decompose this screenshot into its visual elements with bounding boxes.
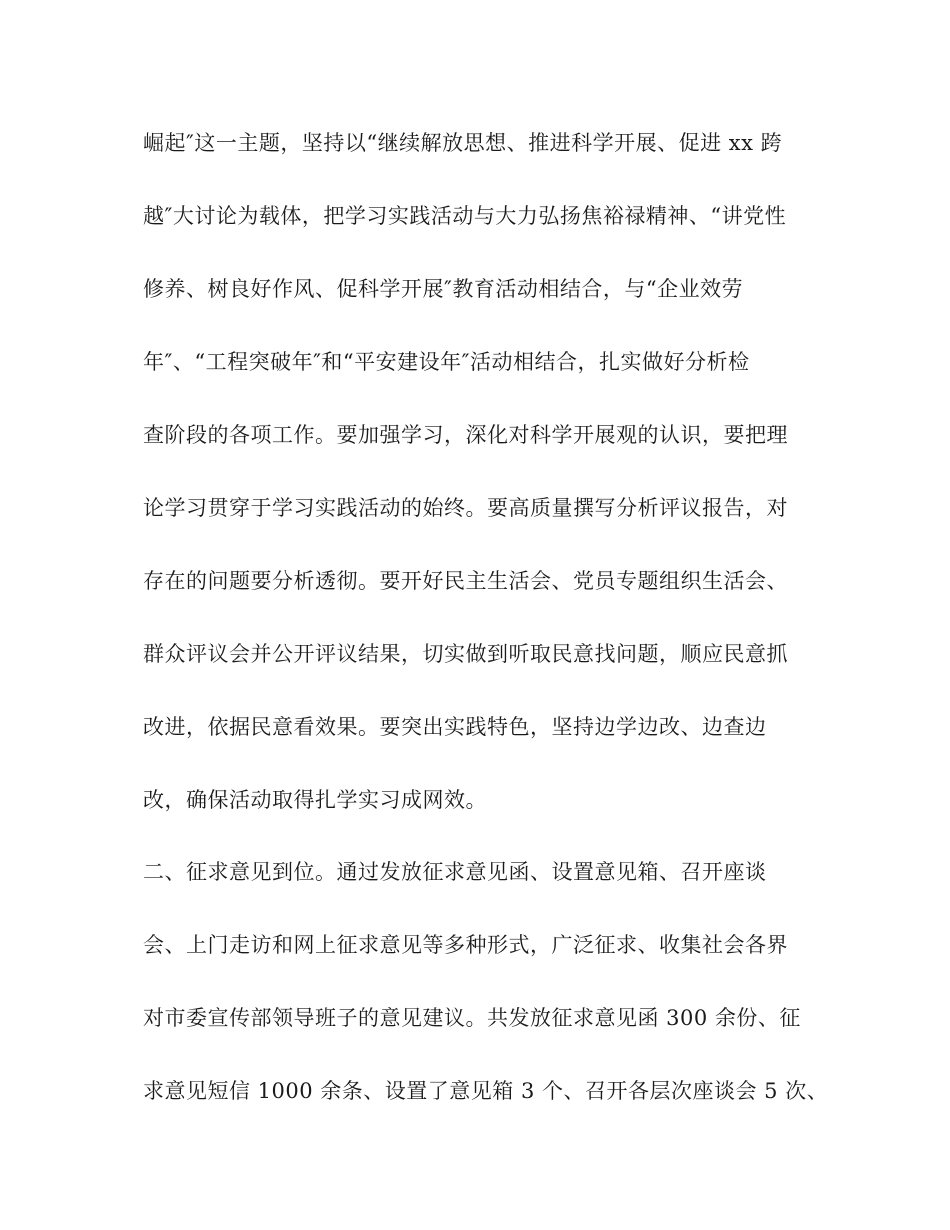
text-line: 改，确保活动取得扎学实习成网效。 — [143, 788, 487, 812]
text-line: 群众评议会并公开评议结果，切实做到听取民意找问题，顺应民意抓 — [143, 642, 788, 666]
text-line: 存在的问题要分析透彻。要开好民主生活会、党员专题组织生活会、 — [143, 569, 788, 593]
text-line: 改进，依据民意看效果。要突出实践特色，坚持边学边改、边查边 — [143, 715, 767, 739]
text-line: 论学习贯穿于学习实践活动的始终。要高质量撰写分析评议报告，对 — [143, 496, 788, 520]
text-line: 二、征求意见到位。通过发放征求意见函、设置意见箱、召开座谈 — [143, 860, 767, 884]
text-line: 对市委宣传部领导班子的意见建议。共发放征求意见函 300 余份、征 — [143, 1006, 801, 1030]
text-line: 会、上门走访和网上征求意见等多种形式，广泛征求、收集社会各界 — [143, 933, 788, 957]
text-line: 年″、“工程突破年″和“平安建设年″活动相结合，扎实做好分析检 — [143, 350, 750, 374]
text-line: 崛起″这一主题，坚持以“继续解放思想、推进科学开展、促进 xx 跨 — [143, 131, 783, 155]
text-line: 查阶段的各项工作。要加强学习，深化对科学开展观的认识，要把理 — [143, 423, 788, 447]
text-line: 修养、树良好作风、促科学开展″教育活动相结合，与“企业效劳 — [143, 277, 744, 301]
text-line: 越″大讨论为载体，把学习实践活动与大力弘扬焦裕禄精神、“讲党性 — [143, 204, 787, 228]
text-line: 求意见短信 1000 余条、设置了意见箱 3 个、召开各层次座谈会 5 次、 — [143, 1079, 829, 1103]
